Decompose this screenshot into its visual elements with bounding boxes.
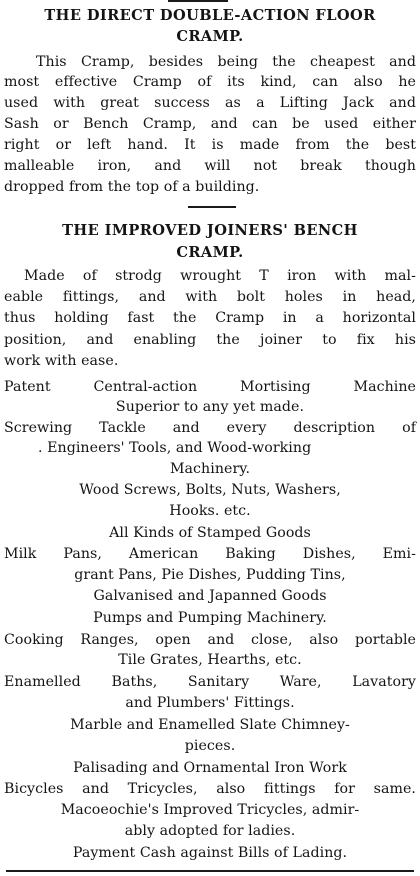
product-line: Macoeochie's Improved Tricycles, admir- [60,802,360,818]
section1-body-line: right or left hand. It is made from the best [4,137,416,153]
section2-body-line: eable fittings, and with bolt holes in head, [4,289,416,305]
bottom-rule [6,870,414,872]
product-line: ably adopted for ladies. [124,823,296,839]
section1-body-line: most effective Cramp of its kind, can also he [4,74,416,90]
section2-body-line: position, and enabling the joiner to fix his [4,332,416,348]
product-line: All Kinds of Stamped Goods [109,525,311,541]
product-line: Wood Screws, Bolts, Nuts, Washers, [79,482,341,498]
product-line: Payment Cash against Bills of Lading. [72,845,348,861]
product-line: Pumps and Pumping Machinery. [93,610,327,626]
product-line: Enamelled Baths, Sanitary Ware, Lavatory [4,674,416,690]
product-line: Milk Pans, American Baking Dishes, Emi- [4,546,416,562]
section2-body-line: work with ease. [4,353,119,369]
product-line: Cooking Ranges, open and close, also portable [4,632,416,648]
product-line: Marble and Enamelled Slate Chimney- [70,717,350,733]
product-line: Hooks. etc. [169,503,251,519]
product-line: grant Pans, Pie Dishes, Pudding Tins, [74,567,346,583]
product-line: Palisading and Ornamental Iron Work [73,760,347,776]
section2-heading-line1: THE IMPROVED JOINERS' BENCH [62,222,358,239]
product-line: Superior to any yet made. [115,399,305,415]
section1-body-line: used with great success as a Lifting Jack and [4,95,416,111]
product-line: Screwing Tackle and every description of [4,420,416,436]
section2-heading-line2: CRAMP. [176,244,244,261]
product-line: . Engineers' Tools, and Wood-working [38,440,312,456]
section1-body-line: Sash or Bench Cramp, and can be used either [4,116,416,132]
section1-heading-line1: THE DIRECT DOUBLE-ACTION FLOOR [44,7,376,24]
section2-body-line: thus holding fast the Cramp in a horizontal [4,310,416,326]
section1-body-line: dropped from the top of a building. [4,179,260,195]
top-rule [168,0,228,2]
section1-body-line: This Cramp, besides being the cheapest and [36,54,416,70]
product-line: Tile Grates, Hearths, etc. [118,652,302,668]
section-divider [188,206,236,208]
section1-heading-line2: CRAMP. [176,28,244,45]
product-line: Bicycles and Tricycles, also fittings for same. [4,781,416,797]
product-line: Machinery. [169,461,251,477]
product-line: and Plumbers' Fittings. [125,695,295,711]
product-line: pieces. [184,738,236,754]
section1-body-line: malleable iron, and will not break though [4,158,416,174]
section2-body-line: Made of strodg wrought T iron with mal- [24,268,416,284]
product-line: Galvanised and Japanned Goods [93,588,327,604]
product-line: Patent Central-action Mortising Machine [4,379,416,395]
